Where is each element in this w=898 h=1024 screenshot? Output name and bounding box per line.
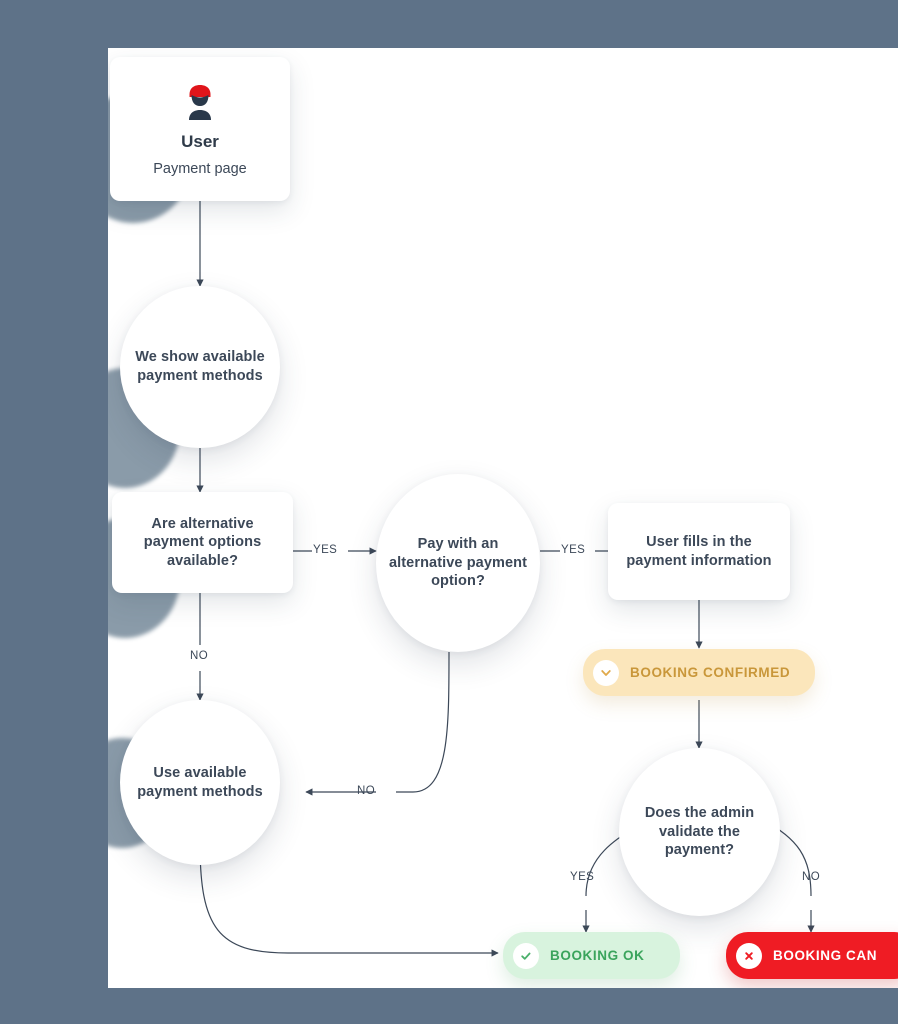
node-show-payment-methods-label: We show available payment methods [135,349,265,384]
node-user[interactable] [110,57,290,201]
check-icon [513,943,539,969]
node-user-fills-payment-info[interactable] [608,503,790,600]
status-badge-booking-ok-label: BOOKING OK [550,948,645,963]
node-pay-with-alternative-label: Pay with an alternative payment option? [388,536,528,590]
status-badge-booking-ok[interactable] [503,932,680,979]
user-avatar-icon [179,82,221,122]
node-admin-validate-payment-label: Does the admin validate the payment? [644,805,755,859]
edge-label-admin-no: NO [802,871,821,883]
node-user-title: User [181,131,219,151]
node-use-available-methods-label: Use available payment methods [137,764,263,800]
node-pay-with-alternative[interactable] [376,474,540,652]
node-alternative-options-available[interactable] [112,492,293,593]
edge-label-alt-yes: YES [313,544,338,556]
chevron-down-icon [593,660,619,686]
status-badge-booking-confirmed-label: BOOKING CONFIRMED [630,665,791,680]
status-badge-booking-confirmed[interactable] [583,649,815,696]
node-user-subtitle: Payment page [153,160,247,177]
edge-label-pay-no: NO [357,785,376,797]
status-badge-booking-cancelled-label: BOOKING CAN [773,948,878,963]
node-show-payment-methods[interactable] [120,286,280,448]
node-use-available-methods[interactable] [120,700,280,865]
status-badge-booking-cancelled[interactable] [726,932,898,979]
edge-label-pay-yes: YES [561,544,586,556]
node-admin-validate-payment[interactable] [619,748,780,916]
edge-label-alt-no: NO [190,650,209,662]
node-alternative-options-available-label: Are alternative payment options available? [143,515,262,569]
node-user-fills-payment-info-label: User fills in the payment information [626,533,772,569]
close-icon [736,943,762,969]
diagram-sheet [108,48,898,988]
edge-label-admin-yes: YES [570,871,595,883]
